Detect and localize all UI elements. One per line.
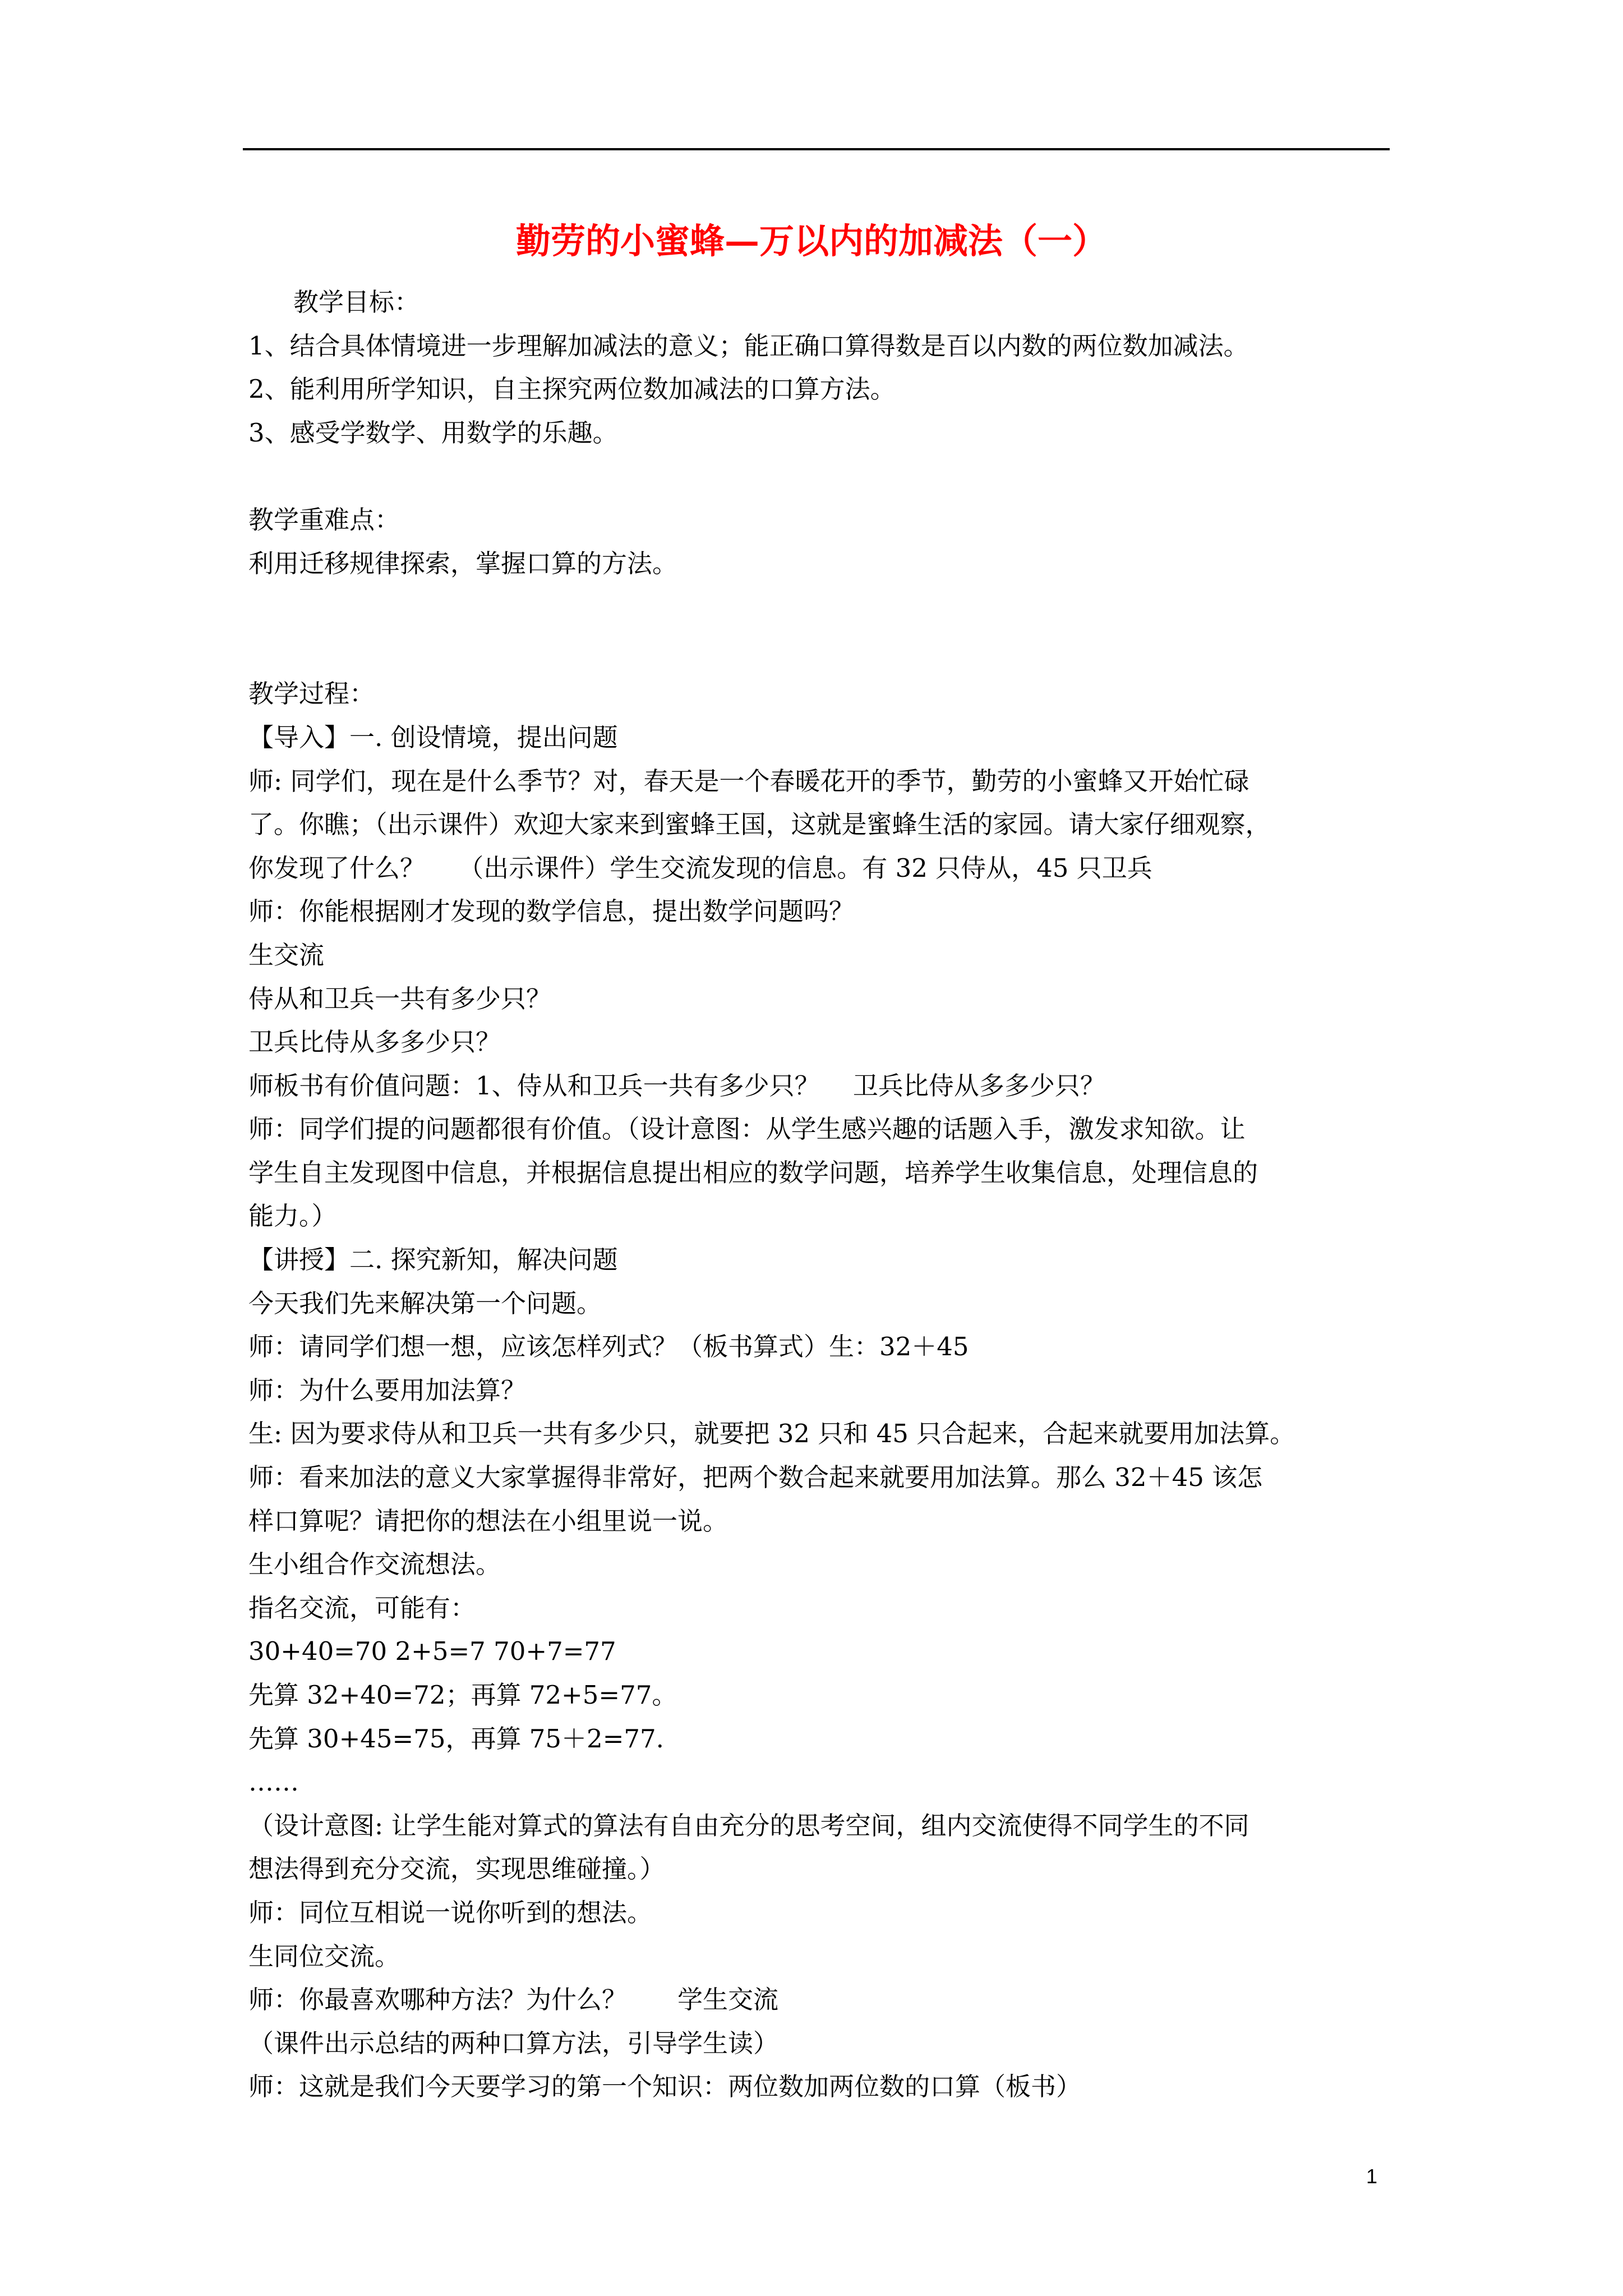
process-line: 师板书有价值问题：1、侍从和卫兵一共有多少只？ 卫兵比侍从多多少只？ <box>248 1070 1105 1101</box>
process-line: …… <box>248 1767 299 1797</box>
goals-heading: 教学目标： <box>293 287 420 317</box>
process-line: 师：请同学们想一想，应该怎样列式？（板书算式）生：32＋45 <box>248 1332 969 1362</box>
process-line: 先算 32+40=72；再算 72+5=77。 <box>248 1680 677 1710</box>
process-line: 30+40=70 2+5=7 70+7=77 <box>248 1636 616 1667</box>
process-line: 师: 同学们，现在是什么季节？对，春天是一个春暖花开的季节，勤劳的小蜜蜂又开始忙碌 <box>248 766 1249 796</box>
process-line: 师：同位互相说一说你听到的想法。 <box>248 1897 653 1927</box>
process-line: （课件出示总结的两种口算方法，引导学生读） <box>248 2028 779 2058</box>
goal-item: 1、结合具体情境进一步理解加减法的意义；能正确口算得数是百以内数的两位数加减法。 <box>248 330 1249 361</box>
process-line: 【讲授】二. 探究新知，解决问题 <box>248 1245 618 1275</box>
document-body <box>248 280 1393 2109</box>
blank-line <box>248 585 1393 629</box>
process-line: 想法得到充分交流，实现思维碰撞。） <box>248 1854 665 1884</box>
process-line: 学生自主发现图中信息，并根据信息提出相应的数学问题，培养学生收集信息，处理信息的 <box>248 1157 1258 1188</box>
process-line: 师：这就是我们今天要学习的第一个知识：两位数加两位数的口算（板书） <box>248 2072 1082 2102</box>
process-line: 生同位交流。 <box>248 1941 400 1971</box>
goal-item: 2、能利用所学知识，自主探究两位数加减法的口算方法。 <box>248 374 896 404</box>
process-line: 样口算呢？请把你的想法在小组里说一说。 <box>248 1506 728 1536</box>
page-number: 1 <box>1366 2165 1378 2188</box>
header-rule <box>243 148 1390 150</box>
process-line: 师：同学们提的问题都很有价值。（设计意图：从学生感兴趣的话题入手，激发求知欲。让 <box>248 1114 1246 1144</box>
process-line: 生小组合作交流想法。 <box>248 1549 501 1580</box>
process-line: 卫兵比侍从多多少只？ <box>248 1027 501 1057</box>
process-line: 了。你瞧；（出示课件）欢迎大家来到蜜蜂王国，这就是蜜蜂生活的家园。请大家仔细观察， <box>248 809 1271 840</box>
process-heading: 教学过程： <box>248 679 375 709</box>
process-line: 生交流 <box>248 940 325 970</box>
process-line: 师：你最喜欢哪种方法？为什么？ 学生交流 <box>248 1985 779 2015</box>
blank-line <box>248 454 1393 498</box>
blank-line <box>248 629 1393 673</box>
goal-item: 3、感受学数学、用数学的乐趣。 <box>248 417 618 448</box>
process-line: 指名交流，可能有： <box>248 1593 476 1623</box>
process-line: 师：你能根据刚才发现的数学信息，提出数学问题吗？ <box>248 896 855 927</box>
keypoints-heading: 教学重难点： <box>248 504 400 535</box>
process-line: 【导入】一. 创设情境，提出问题 <box>248 722 618 752</box>
process-line: 生: 因为要求侍从和卫兵一共有多少只，就要把 32 只和 45 只合起来，合起来就要用加法算。 <box>248 1419 1295 1449</box>
process-line: 先算 30+45=75，再算 75＋2=77. <box>248 1723 664 1754</box>
process-line: 师：为什么要用加法算？ <box>248 1375 527 1405</box>
process-line: 能力。） <box>248 1201 337 1231</box>
process-line: （设计意图: 让学生能对算式的算法有自由充分的思考空间，组内交流使得不同学生的不同 <box>248 1810 1249 1841</box>
process-line: 侍从和卫兵一共有多少只？ <box>248 983 552 1014</box>
process-line: 师：看来加法的意义大家掌握得非常好，把两个数合起来就要用加法算。那么 32＋45 该怎 <box>248 1462 1263 1493</box>
keypoints-text: 利用迁移规律探索，掌握口算的方法。 <box>248 548 678 578</box>
process-line: 今天我们先来解决第一个问题。 <box>248 1288 602 1318</box>
document-title: 勤劳的小蜜蜂—万以内的加减法（一） <box>515 220 1107 261</box>
process-line: 你发现了什么？ （出示课件）学生交流发现的信息。有 32 只侍从，45 只卫兵 <box>248 853 1152 883</box>
